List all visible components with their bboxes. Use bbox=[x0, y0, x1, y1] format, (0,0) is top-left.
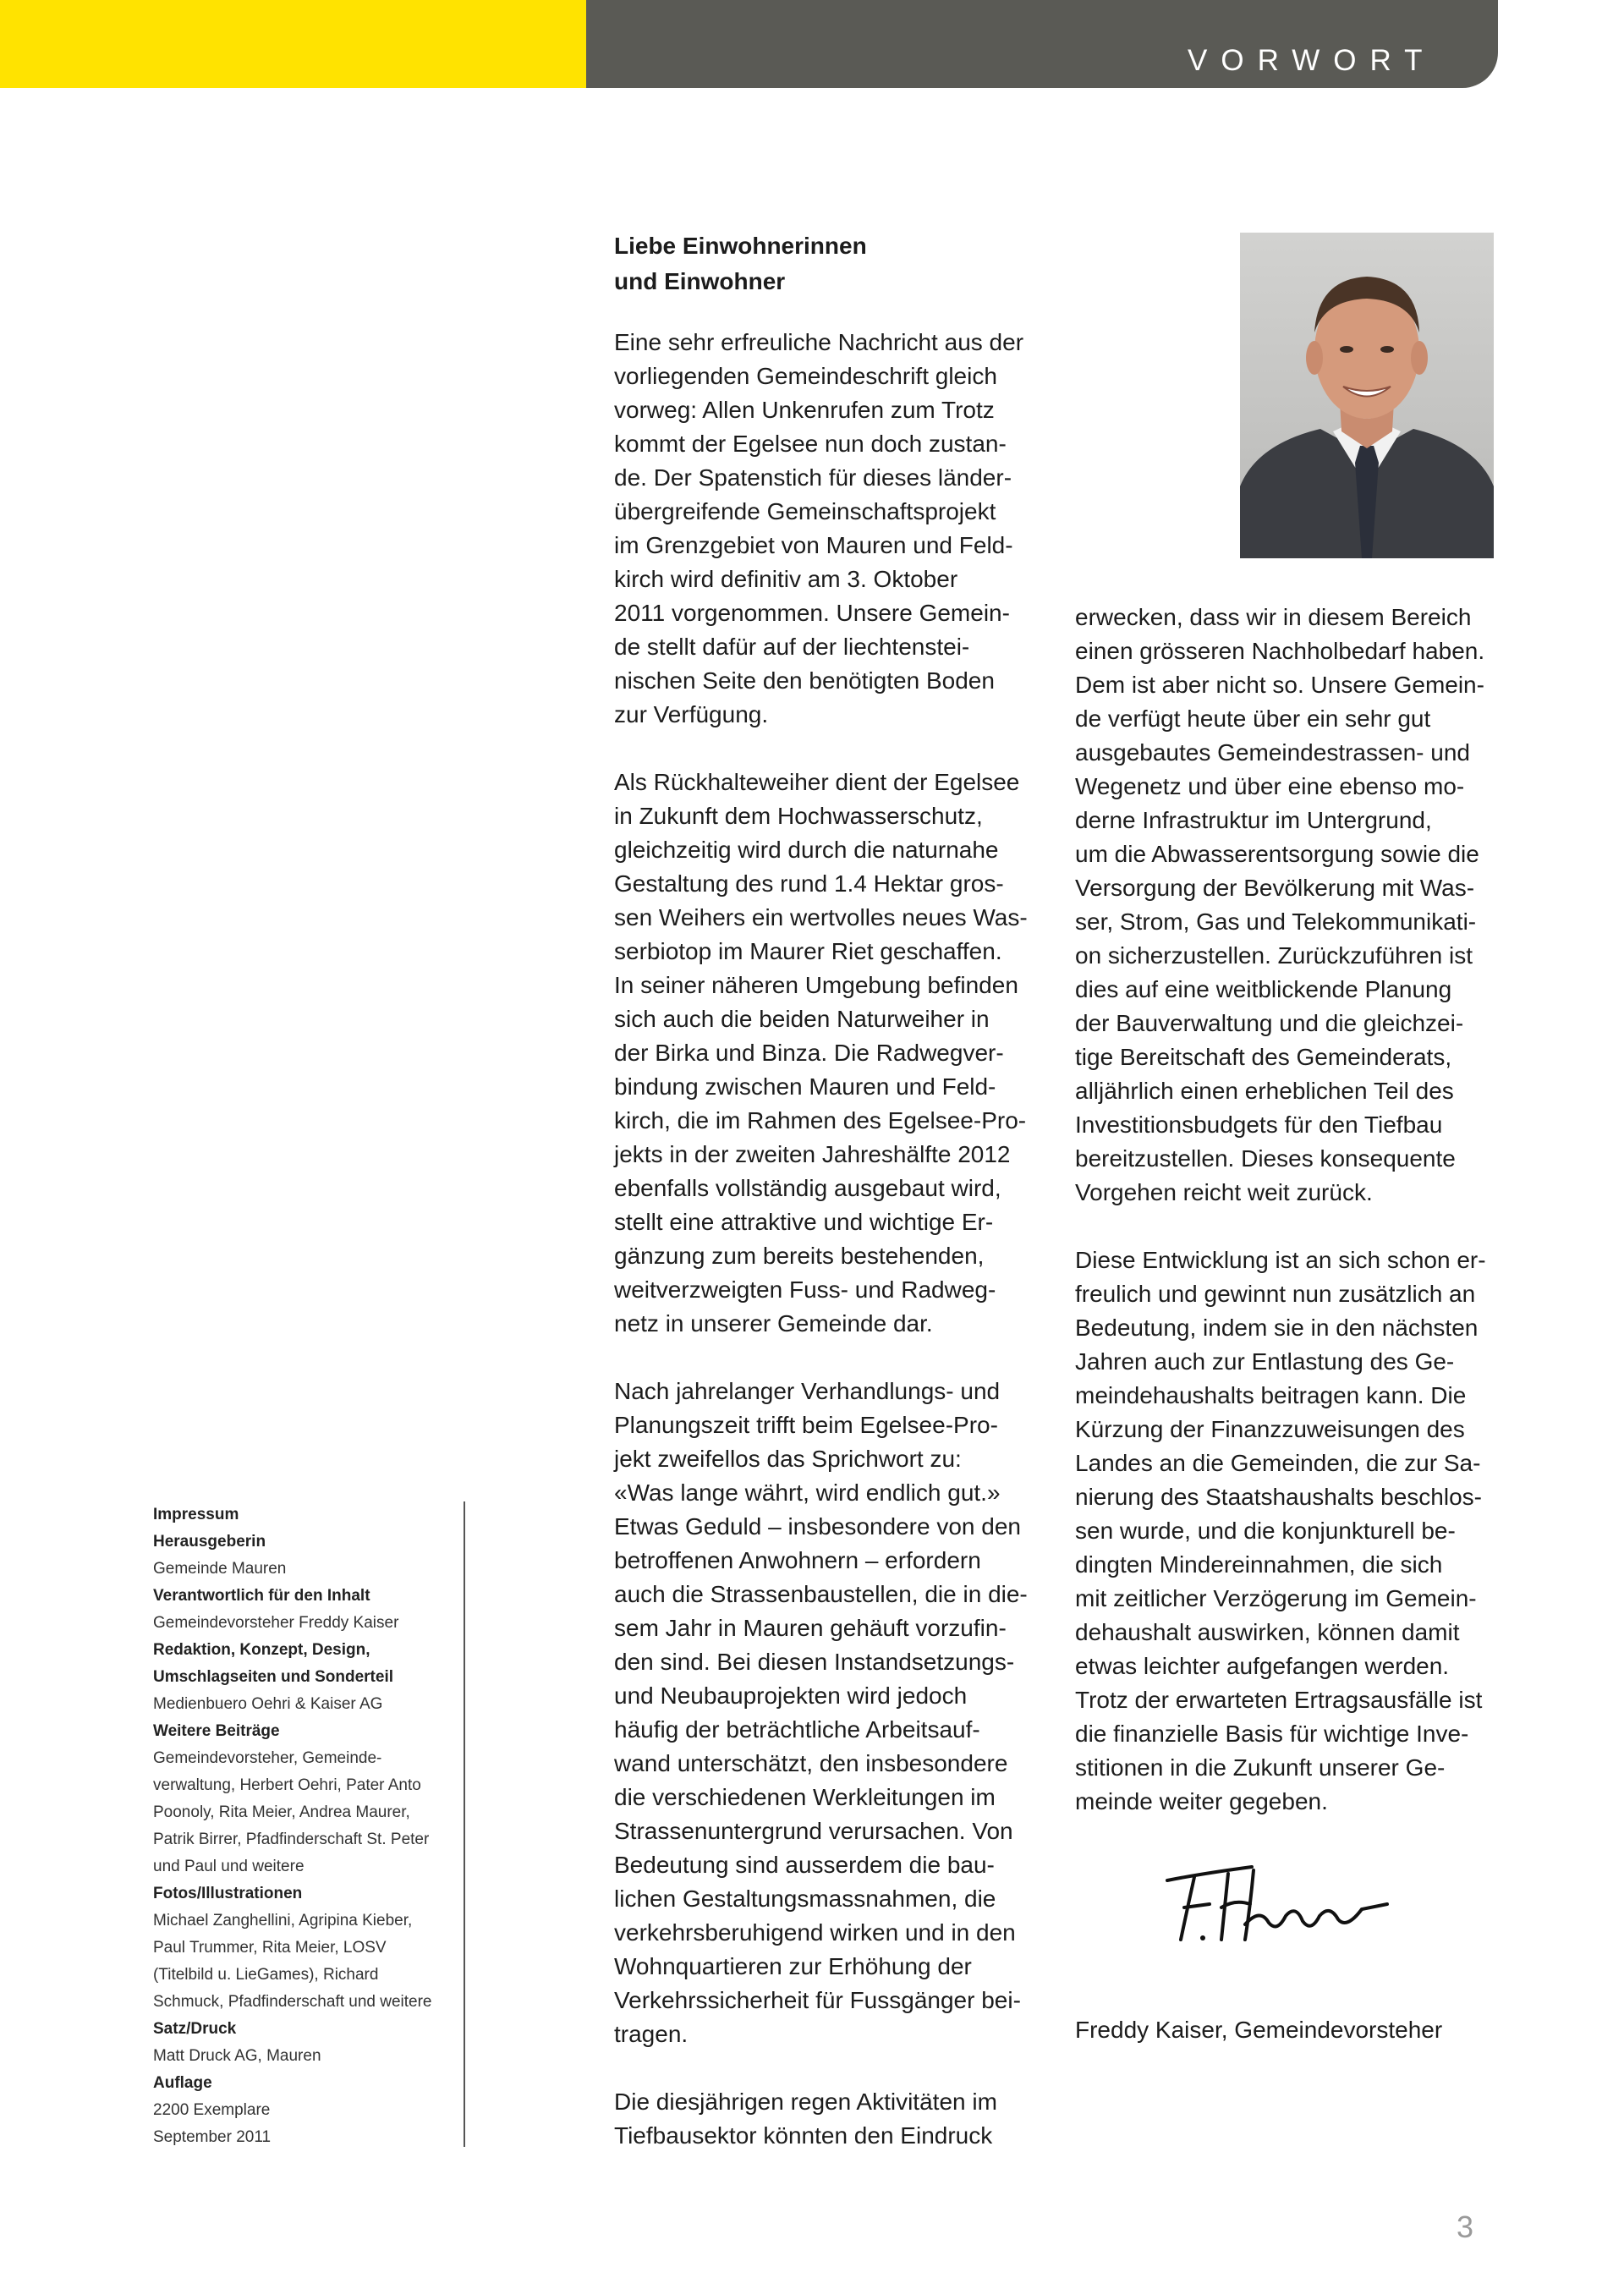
paragraph: Als Rückhalteweiher dient der Egelsee in Zukunft dem Hochwasserschutz, gleichzeitig wird durch die naturnahe Gestaltung des rund 1.4 Hektar gros- sen Weihers ein wertvolles neues Was- serbiotop im Maurer Riet geschaffen. In seiner näheren Umgebung befinden sich auch die beiden Naturweiher in der Birka und Binza. Die Radwegver- bindung zwischen Mauren und Feld- kirch, die im Rahmen des Egelsee-Pro- jekts in der zweiten Jahreshälfte 2012 ebenfalls vollständig ausgebaut wird, stellt eine attraktive und wichtige Er- gänzung zum bereits bestehenden, weitverzweigten Fuss- und Radweg- netz in unserer Gemeinde dar. bbox=[614, 769, 1028, 1337]
impressum-label: Redaktion, Konzept, Design, Umschlagseiten und Sonderteil bbox=[153, 1641, 393, 1686]
paragraph: Diese Entwicklung ist an sich schon er- freulich und gewinnt nun zusätzlich an Bedeutung, indem sie in den nächsten Jahren auch zur Entlastung des Ge- meindehaushalts beitragen kann. Die Kürzung der Finanzzuweisungen des Landes an die Gemeinden, die zur Sa- nierung des Staatshaushalts beschlos- sen wurde, und die konjunkturell be- dingten Mindereinnahmen, die sich mit zeitlicher Verzögerung im Gemein- dehaushalt auswirken, können damit etwas leichter aufgefangen werden. Trotz der erwarteten Ertragsausfälle ist die finanzielle Basis für wichtige Inve- stitionen in die Zukunft unserer Ge- meinde weiter gegeben. bbox=[1075, 1247, 1486, 1814]
impressum-text: Matt Druck AG, Mauren bbox=[153, 2047, 321, 2065]
impressum-text: Gemeindevorsteher, Gemeinde- verwaltung, Herbert Oehri, Pater Anto Poonoly, Rita Meier, Andrea Maurer, Patrik Birrer, Pfadfinderschaft St. Peter und Paul und weitere bbox=[153, 1749, 430, 1875]
impressum-label: Verantwortlich für den Inhalt bbox=[153, 1587, 370, 1605]
paragraph: Eine sehr erfreuliche Nachricht aus der vorliegenden Gemeindeschrift gleich vorweg: Allen Unkenrufen zum Trotz kommt der Egelsee nun doch zustan- de. Der Spatenstich für dieses länder- übergreifende Gemeinschaftsprojekt im Grenzgebiet von Mauren und Feld- kirch wird definitiv am 3. Oktober 2011 vorgenommen. Unsere Gemein- de stellt dafür auf der liechtenstei- nischen Seite den benötigten Boden zur Verfügung. bbox=[614, 329, 1024, 727]
paragraph: erwecken, dass wir in diesem Bereich einen grösseren Nachholbedarf haben. Dem ist aber nicht so. Unsere Gemein- de verfügt heute über ein sehr gut ausgebautes Gemeindestrassen- und Wegenetz und über eine ebenso mo- derne Infrastruktur im Untergrund, um die Abwasserentsorgung sowie die Versorgung der Bevölkerung mit Was- ser, Strom, Gas und Telekommunikati- on sicherzustellen. Zurückzuführen ist dies auf eine weitblickende Planung der Bauverwaltung und die gleichzei- tige Bereitschaft des Gemeinderats, alljährlich einen erheblichen Teil des Investitionsbudgets für den Tiefbau bereitzustellen. Dieses konsequente Vorgehen reicht weit zurück. bbox=[1075, 604, 1485, 1205]
impressum-title: Impressum bbox=[153, 1506, 239, 1523]
impressum bbox=[153, 1501, 453, 2151]
portrait-photo bbox=[1240, 233, 1494, 558]
letter-right-column bbox=[1075, 601, 1502, 1853]
impressum-text: Gemeindevorsteher Freddy Kaiser bbox=[153, 1614, 399, 1632]
impressum-divider bbox=[464, 1501, 465, 2147]
impressum-text: Michael Zanghellini, Agripina Kieber, Paul Trummer, Rita Meier, LOSV (Titelbild u. LieGames), Richard Schmuck, Pfadfinderschaft und weitere bbox=[153, 1912, 432, 2011]
impressum-label: Herausgeberin bbox=[153, 1533, 266, 1551]
handwritten-signature bbox=[1150, 1848, 1404, 1958]
impressum-text: 2200 Exemplare September 2011 bbox=[153, 2101, 272, 2146]
letter-main-column bbox=[614, 326, 1037, 2187]
paragraph: Die diesjährigen regen Aktivitäten im Tiefbausektor könnten den Eindruck bbox=[614, 2089, 997, 2149]
impressum-label: Auflage bbox=[153, 2074, 212, 2092]
section-title: VORWORT bbox=[1188, 44, 1436, 77]
header-yellow-band bbox=[0, 0, 586, 88]
impressum-label: Weitere Beiträge bbox=[153, 1722, 280, 1740]
impressum-label: Fotos/Illustrationen bbox=[153, 1885, 303, 1902]
impressum-text: Medienbuero Oehri & Kaiser AG bbox=[153, 1695, 383, 1713]
paragraph: Nach jahrelanger Verhandlungs- und Planungszeit trifft beim Egelsee-Pro- jekt zweifellos das Sprichwort zu: «Was lange währt, wird endlich gut.» Etwas Geduld – insbesondere von den betroffenen Anwohnern – erfordern auch die Strassenbaustellen, die in die- sem Jahr in Mauren gehäuft vorzufin- den sind. Bei diesen Instandsetzungs- und Neubauprojekten wird jedoch häufig der beträchtliche Arbeitsauf- wand unterschätzt, den insbesondere die verschiedenen Werkleitungen im Strassenuntergrund verursachen. Von Bedeutung sind ausserdem die bau- lichen Gestaltungsmassnahmen, die verkehrsberuhigend wirken und in den Wohnquartieren zur Erhöhung der Verkehrssicherheit für Fussgänger bei- tragen. bbox=[614, 1378, 1028, 2047]
page-number: 3 bbox=[1457, 2209, 1474, 2244]
signoff-name: Freddy Kaiser, Gemeindevorsteher bbox=[1075, 2017, 1443, 2043]
portrait-illustration bbox=[1240, 233, 1494, 558]
impressum-text: Gemeinde Mauren bbox=[153, 1560, 287, 1578]
impressum-label: Satz/Druck bbox=[153, 2020, 237, 2038]
signature-drawing bbox=[1150, 1848, 1404, 1958]
letter-greeting: Liebe Einwohnerinnen und Einwohner bbox=[614, 233, 867, 294]
